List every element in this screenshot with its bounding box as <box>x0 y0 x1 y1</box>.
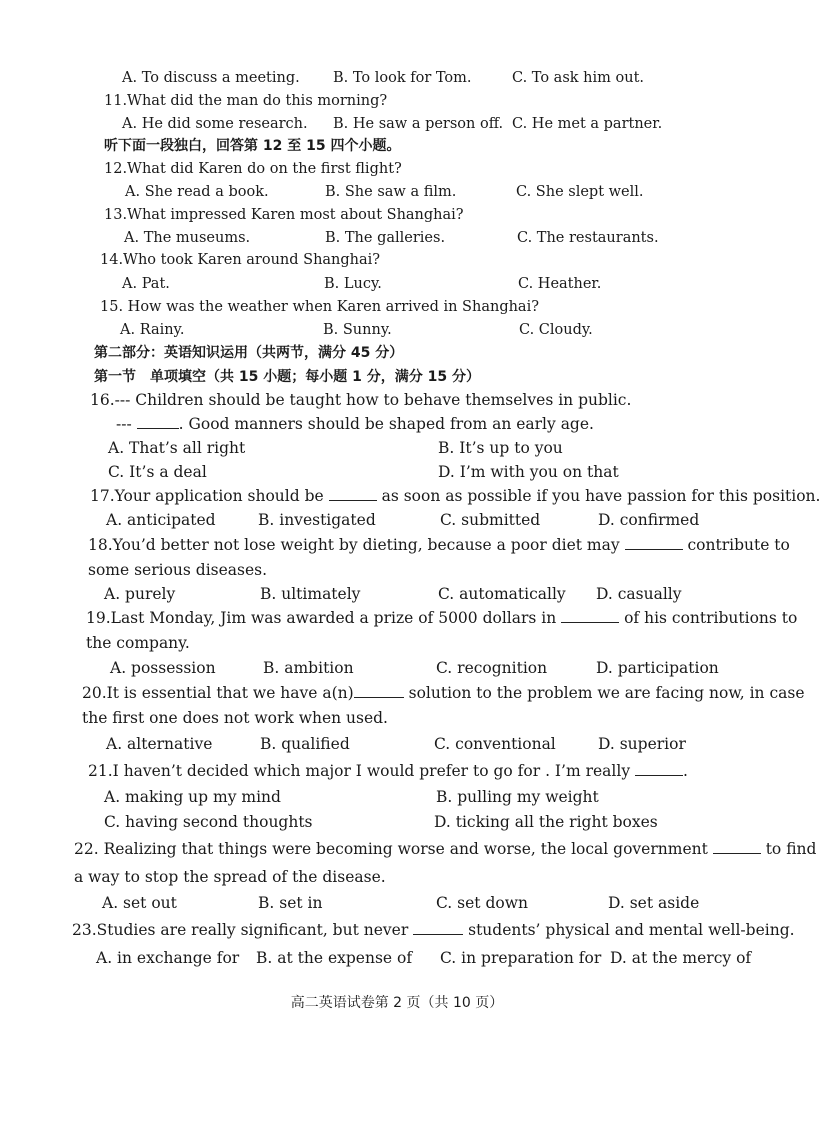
q21-stem <box>88 762 688 780</box>
q18-stem-prefix: 18.You’d better not lose weight by dieting, because a poor diet may <box>88 536 620 554</box>
q18-option-b: B. ultimately <box>260 585 361 603</box>
q23-option-b: B. at the expense of <box>256 949 413 967</box>
q22-stem-suffix: to find <box>765 840 817 858</box>
q19-stem-line2: the company. <box>86 634 190 652</box>
q17-blank <box>329 488 377 501</box>
part2-heading: 第二部分：英语知识运用（共两节，满分 45 分） <box>94 345 404 361</box>
q16-option-b: B. It’s up to you <box>438 439 563 457</box>
q20-option-a: A. alternative <box>106 735 213 753</box>
q18-blank <box>625 537 683 550</box>
q22-stem-line2: a way to stop the spread of the disease. <box>74 868 386 886</box>
q10-option-b: B. To look for Tom. <box>333 70 472 86</box>
q14-option-c: C. Heather. <box>518 276 602 292</box>
q15-option-b: B. Sunny. <box>323 322 392 338</box>
q16-stem-line1: 16.--- Children should be taught how to behave themselves in public. <box>90 391 632 409</box>
q19-option-d: D. participation <box>596 659 719 677</box>
q22-blank <box>713 841 761 854</box>
q17-stem <box>90 487 820 505</box>
q14-option-b: B. Lucy. <box>324 276 382 292</box>
q14-option-a: A. Pat. <box>122 276 170 292</box>
q10-option-c: C. To ask him out. <box>512 70 645 86</box>
q12-stem: 12.What did Karen do on the first flight? <box>104 161 402 177</box>
q16-option-d: D. I’m with you on that <box>438 463 619 481</box>
q20-stem-suffix: solution to the problem we are facing now, in case <box>408 684 805 702</box>
q19-option-c: C. recognition <box>436 659 548 677</box>
q15-option-c: C. Cloudy. <box>519 322 593 338</box>
q19-option-a: A. possession <box>110 659 216 677</box>
q11-stem: 11.What did the man do this morning? <box>104 93 388 109</box>
section1-heading: 第一节 单项填空（共 15 小题；每小题 1 分，满分 15 分） <box>94 369 480 385</box>
q22-stem-line1 <box>74 840 816 858</box>
q21-option-b: B. pulling my weight <box>436 788 599 806</box>
q21-blank <box>635 763 683 776</box>
q19-stem-suffix: of his contributions to <box>624 609 798 627</box>
q16-option-a: A. That’s all right <box>108 439 246 457</box>
q17-stem-prefix: 17.Your application should be <box>90 487 324 505</box>
q20-option-d: D. superior <box>598 735 686 753</box>
q14-stem: 14.Who took Karen around Shanghai? <box>100 252 381 268</box>
q23-stem-suffix: students’ physical and mental well-being. <box>468 921 795 939</box>
q21-option-a: A. making up my mind <box>104 788 281 806</box>
q19-blank <box>561 610 619 623</box>
q12-option-a: A. She read a book. <box>125 184 269 200</box>
q20-stem-line2: the first one does not work when used. <box>82 709 388 727</box>
q16-stem-line2 <box>116 415 594 433</box>
page-footer: 高二英语试卷第 2 页（共 10 页） <box>290 995 504 1011</box>
q18-stem-suffix: contribute to <box>687 536 790 554</box>
q22-option-b: B. set in <box>258 894 323 912</box>
q12-option-b: B. She saw a film. <box>325 184 457 200</box>
q16-dashes: --- <box>116 415 132 433</box>
q18-stem-line2: some serious diseases. <box>88 561 268 579</box>
q22-option-c: C. set down <box>436 894 528 912</box>
q21-option-c: C. having second thoughts <box>104 813 313 831</box>
q18-option-d: D. casually <box>596 585 682 603</box>
q10-option-a: A. To discuss a meeting. <box>122 70 300 86</box>
q20-stem-line1 <box>82 684 805 702</box>
q17-option-a: A. anticipated <box>106 511 216 529</box>
q20-stem-prefix: 20.It is essential that we have a(n) <box>82 684 354 702</box>
q13-option-c: C. The restaurants. <box>517 230 659 246</box>
q11-option-c: C. He met a partner. <box>512 116 663 132</box>
q15-stem: 15. How was the weather when Karen arrived in Shanghai? <box>100 299 539 315</box>
q21-stem-prefix: 21.I haven’t decided which major I would prefer to go for . I’m really <box>88 762 631 780</box>
q23-stem <box>72 921 795 939</box>
q22-stem-prefix: 22. Realizing that things were becoming worse and worse, the local government <box>74 840 708 858</box>
q16-blank <box>137 416 179 429</box>
q17-option-d: D. confirmed <box>598 511 700 529</box>
q17-stem-suffix: as soon as possible if you have passion for this position. <box>381 487 820 505</box>
q22-option-a: A. set out <box>102 894 177 912</box>
q13-option-b: B. The galleries. <box>325 230 446 246</box>
q23-blank <box>413 922 463 935</box>
q16-stem-suffix: . Good manners should be shaped from an early age. <box>178 415 594 433</box>
q21-stem-suffix: . <box>683 762 688 780</box>
q23-stem-prefix: 23.Studies are really significant, but never <box>72 921 409 939</box>
monologue-instruction: 听下面一段独白，回答第 12 至 15 四个小题。 <box>104 138 401 154</box>
q11-option-a: A. He did some research. <box>122 116 308 132</box>
q16-option-c: C. It’s a deal <box>108 463 207 481</box>
q19-stem-line1 <box>86 609 797 627</box>
q17-option-b: B. investigated <box>258 511 376 529</box>
q18-option-c: C. automatically <box>438 585 566 603</box>
q23-option-d: D. at the mercy of <box>610 949 752 967</box>
q20-option-b: B. qualified <box>260 735 350 753</box>
q19-option-b: B. ambition <box>263 659 354 677</box>
q13-stem: 13.What impressed Karen most about Shanghai? <box>104 207 464 223</box>
q23-option-a: A. in exchange for <box>96 949 240 967</box>
q22-option-d: D. set aside <box>608 894 700 912</box>
q18-option-a: A. purely <box>104 585 176 603</box>
q23-option-c: C. in preparation for <box>440 949 602 967</box>
q20-blank <box>354 685 404 698</box>
q17-option-c: C. submitted <box>440 511 541 529</box>
q13-option-a: A. The museums. <box>124 230 251 246</box>
q19-stem-prefix: 19.Last Monday, Jim was awarded a prize of 5000 dollars in <box>86 609 557 627</box>
q12-option-c: C. She slept well. <box>516 184 644 200</box>
q21-option-d: D. ticking all the right boxes <box>434 813 658 831</box>
q15-option-a: A. Rainy. <box>120 322 185 338</box>
q20-option-c: C. conventional <box>434 735 556 753</box>
q18-stem-line1 <box>88 536 790 554</box>
q11-option-b: B. He saw a person off. <box>333 116 504 132</box>
